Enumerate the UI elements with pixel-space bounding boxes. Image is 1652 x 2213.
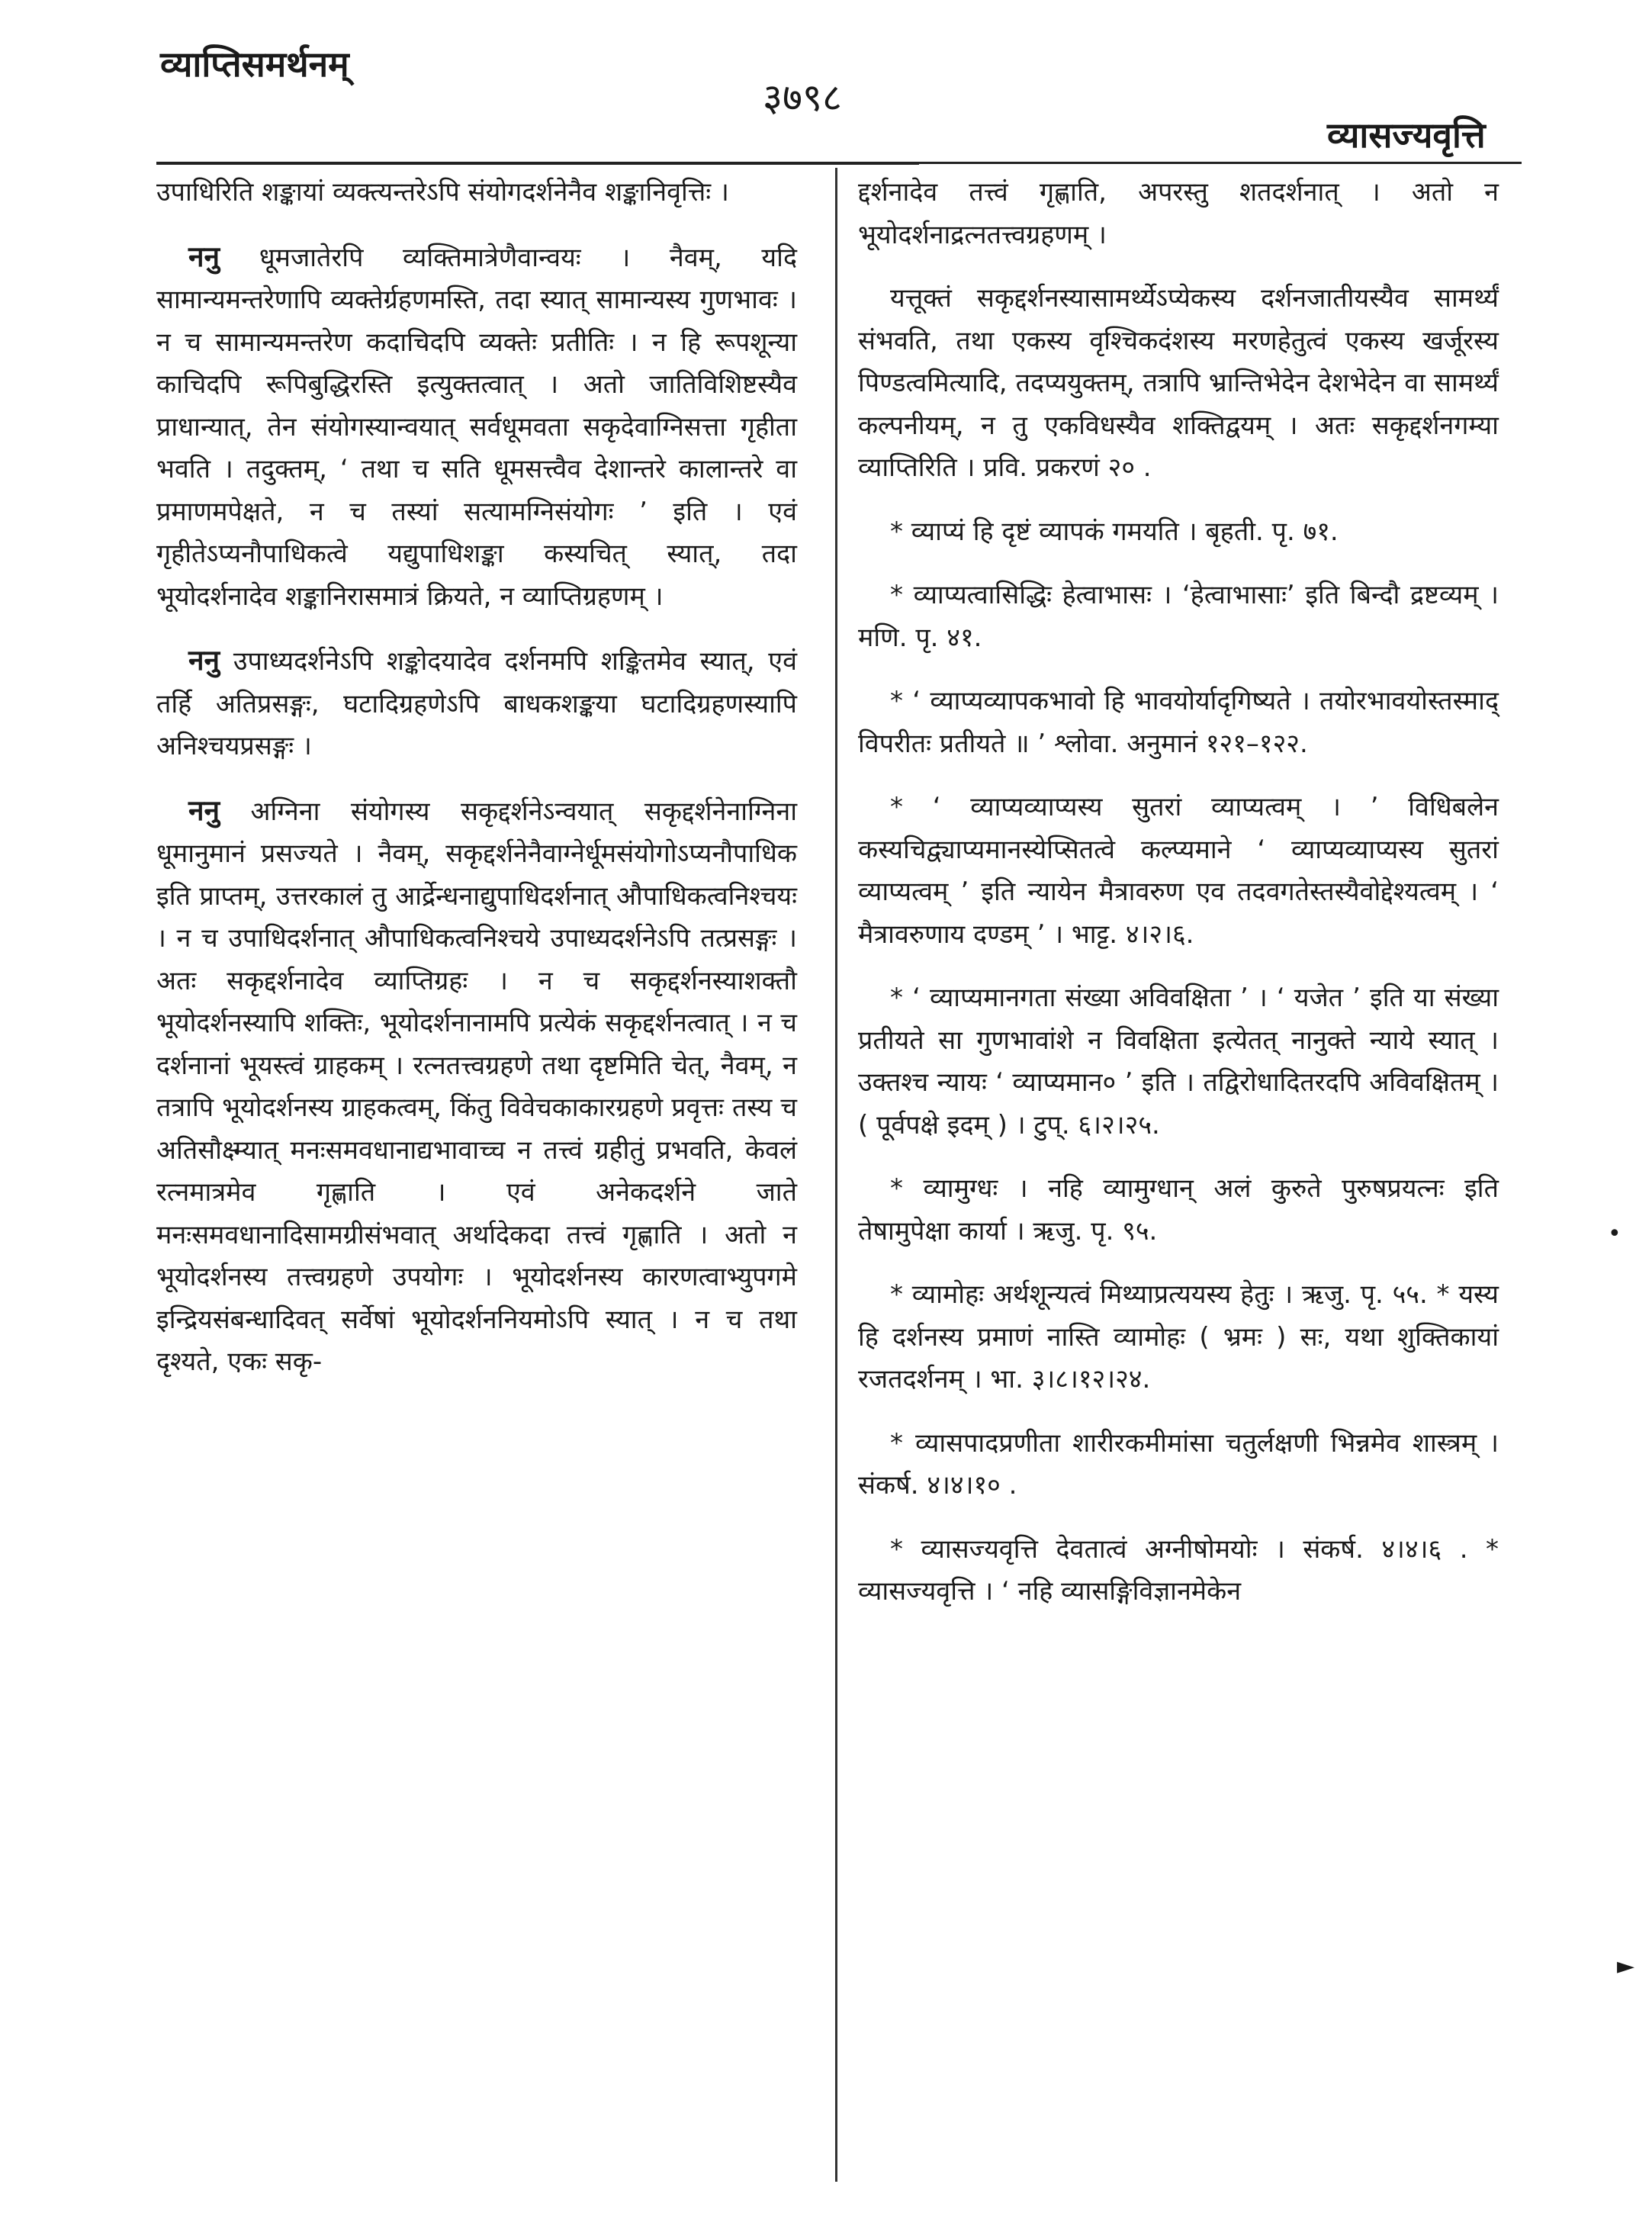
column-divider <box>835 168 837 2182</box>
page-number: ३७९८ <box>763 76 842 120</box>
paragraph-text: उपाधिरिति शङ्कायां व्यक्त्यन्तरेऽपि संयोगदर्शनेनैव शङ्कानिवृत्तिः । <box>156 177 729 207</box>
paragraph-lead: ननु <box>188 793 220 827</box>
paragraph <box>156 236 797 619</box>
paragraph-text: उपाध्यदर्शनेऽपि शङ्कोदयादेव दर्शनमपि शङ्कितमेव स्यात्, एवं तर्हि अतिप्रसङ्गः, घटादिग्रहणेऽपि बाधकशङ्कया घटादिग्रहणस्यापि अनिश्चयप्रसङ्गः । <box>156 646 797 761</box>
paragraph <box>156 172 797 214</box>
entry-text: * व्यासपादप्रणीता शारीरकमीमांसा चतुर्लक्षणी भिन्नमेव शास्त्रम् । संकर्ष. ४।४।१० . <box>858 1427 1499 1501</box>
entry-text: * व्यासज्यवृत्ति देवतात्वं अग्नीषोमयोः । संकर्ष. ४।४।६ . * व्यासज्यवृत्ति । ‘ नहि व्यासङ्गिविज्ञानमेकेन <box>858 1533 1499 1607</box>
entry-text: * ‘ व्याप्यव्याप्यस्य सुतरां व्याप्यत्वम् । ’ विधिबलेन कस्यचिद्व्याप्यमानस्येप्सितत्वे कल्प्यमाने ‘ व्याप्यव्याप्यस्य सुतरां व्याप्यत्वम् ’ इति न्यायेन मैत्रावरुण एव तदवगतेस्तस्यैवोद्देश्यत्वम् । ‘ मैत्रावरुणाय दण्डम् ’ । भाट्ट. ४।२।६. <box>858 792 1499 950</box>
entry <box>858 1274 1499 1401</box>
paragraph <box>156 639 797 768</box>
right-column <box>858 172 1499 1635</box>
entry <box>858 680 1499 765</box>
entry-text: * व्याप्यत्वासिद्धिः हेत्वाभासः । ‘हेत्वाभासाः’ इति बिन्दौ द्रष्टव्यम् । मणि. पृ. ४१. <box>858 580 1499 653</box>
entry-text: * ‘ व्याप्यव्यापकभावो हि भावयोर्यादृगिष्यते । तयोरभावयोस्तस्माद् विपरीतः प्रतीयते ॥ ’ श्लोवा. अनुमानं १२१–१२२. <box>858 686 1499 759</box>
margin-dot: • <box>1608 1221 1621 1247</box>
entry <box>858 1168 1499 1253</box>
paragraph <box>156 790 797 1384</box>
entry <box>858 977 1499 1147</box>
paragraph-lead: ननु <box>188 240 220 273</box>
header-rule-right <box>919 162 1522 164</box>
entry <box>858 574 1499 659</box>
running-head-right: व्यासज्यवृत्ति <box>1327 114 1486 156</box>
entry <box>858 1529 1499 1613</box>
paragraph-text: द्दर्शनादेव तत्त्वं गृह्णाति, अपरस्तु शतदर्शनात् । अतो न भूयोदर्शनाद्रत्नतत्त्वग्रहणम् । <box>858 177 1499 250</box>
paragraph-text: धूमजातेरपि व्यक्तिमात्रेणैवान्वयः । नैवम्, यदि सामान्यमन्तरेणापि व्यक्तेर्ग्रहणमस्ति, तदा स्यात् सामान्यस्य गुणभावः । न च सामान्यमन्तरेण कदाचिदपि व्यक्तेः प्रतीतिः । न हि रूपशून्या काचिदपि रूपिबुद्धिरस्ति इत्युक्तत्वात् । अतो जातिविशिष्टस्यैव प्राधान्यात्, तेन संयोगस्यान्वयात् सर्वधूमवता सकृदेवाग्निसत्ता गृहीता भवति । तदुक्तम्, ‘ तथा च सति धूमसत्त्वैव देशान्तरे कालान्तरे वा प्रमाणमपेक्षते, न च तस्यां सत्यामग्निसंयोगः ’ इति । एवं गृहीतेऽप्यनौपाधिकत्वे यद्युपाधिशङ्का कस्यचित् स्यात्, तदा भूयोदर्शनादेव शङ्कानिरासमात्रं क्रियते, न व्याप्तिग्रहणम् । <box>156 242 797 612</box>
entry-text: * व्यामोहः अर्थशून्यत्वं मिथ्याप्रत्ययस्य हेतुः । ऋजु. पृ. ५५. * यस्य हि दर्शनस्य प्रमाणं नास्ति व्यामोहः ( भ्रमः ) सः, यथा शुक्तिकायां रजतदर्शनम् । भा. ३।८।१२।२४. <box>858 1279 1499 1394</box>
paragraph <box>858 278 1499 490</box>
entry <box>858 786 1499 956</box>
paragraph-text: यत्तूक्तं सकृद्दर्शनस्यासामर्थ्येऽप्येकस्य दर्शनजातीयस्यैव सामर्थ्यं संभवति, तथा एकस्य वृश्चिकदंशस्य मरणहेतुत्वं एकस्य खर्जूरस्य पिण्डत्वमित्यादि, तदप्ययुक्तम्, तत्रापि भ्रान्तिभेदेन देशभेदेन वा सामर्थ्यं कल्पनीयम्, न तु एकविधस्यैव शक्तिद्वयम् । अतः सकृद्दर्शनगम्या व्याप्तिरिति । प्रवि. प्रकरणं २० . <box>858 283 1499 483</box>
paragraph-text: अग्निना संयोगस्य सकृद्दर्शनेऽन्वयात् सकृद्दर्शनेनाग्निना धूमानुमानं प्रसज्यते । नैवम्, सकृद्दर्शनेनैवाग्नेर्धूमसंयोगोऽप्यनौपाधिक इति प्राप्तम्, उत्तरकालं तु आर्द्रेन्धनाद्युपाधिदर्शनात् औपाधिकत्वनिश्चयः । न च उपाधिदर्शनात् औपाधिकत्वनिश्चये उपाध्यदर्शनेऽपि तत्प्रसङ्गः । अतः सकृद्दर्शनादेव व्याप्तिग्रहः । न च सकृद्दर्शनस्याशक्तौ भूयोदर्शनस्यापि शक्तिः, भूयोदर्शनानामपि प्रत्येकं सकृद्दर्शनत्वात् । न च दर्शनानां भूयस्त्वं ग्राहकम् । रत्नतत्त्वग्रहणे तथा दृष्टमिति चेत्, नैवम्, न तत्रापि भूयोदर्शनस्य ग्राहकत्वम्, किंतु विवेचकाकारग्रहणे प्रवृत्तः तस्य च अतिसौक्ष्म्यात् मनःसमवधानाद्यभावाच्च न तत्त्वं ग्रहीतुं प्रभवति, केवलं रत्नमात्रमेव गृह्णाति । एवं अनेकदर्शने जाते मनःसमवधानादिसामग्रीसंभवात् अर्थादेकदा तत्त्वं गृह्णाति । अतो न भूयोदर्शनस्य तत्त्वग्रहणे उपयोगः । भूयोदर्शनस्य कारणत्वाभ्युपगमे इन्द्रियसंबन्धादिवत् सर्वेषां भूयोदर्शननियमोऽपि स्यात् । न च तथा दृश्यते, एकः सकृ- <box>156 796 797 1377</box>
entry-text: * व्याप्यं हि दृष्टं व्यापकं गमयति । बृहती. पृ. ७१. <box>890 516 1339 547</box>
entry <box>858 511 1499 554</box>
header-rule-left <box>156 162 919 165</box>
running-head-left: व्याप्तिसमर्थनम् <box>160 43 349 85</box>
entry-text: * ‘ व्याप्यमानगता संख्या अविवक्षिता ’ । ‘ यजेत ’ इति या संख्या प्रतीयते सा गुणभावांशे न विवक्षिता इत्येतत् नानुक्ते न्याये स्यात् । उक्तश्च न्यायः ‘ व्याप्यमान० ’ इति । तद्विरोधादितरदपि अविवक्षितम् । ( पूर्वपक्षे इदम् ) । टुप्. ६।२।२५. <box>858 983 1499 1140</box>
margin-arrow: ► <box>1617 1953 1635 1980</box>
entry-text: * व्यामुग्धः । नहि व्यामुग्धान् अलं कुरुते पुरुषप्रयत्नः इति तेषामुपेक्षा कार्या । ऋजु. पृ. ९५. <box>858 1173 1499 1246</box>
paragraph-lead: ननु <box>188 644 220 677</box>
paragraph <box>858 172 1499 256</box>
left-column <box>156 172 797 1405</box>
entry <box>858 1423 1499 1507</box>
